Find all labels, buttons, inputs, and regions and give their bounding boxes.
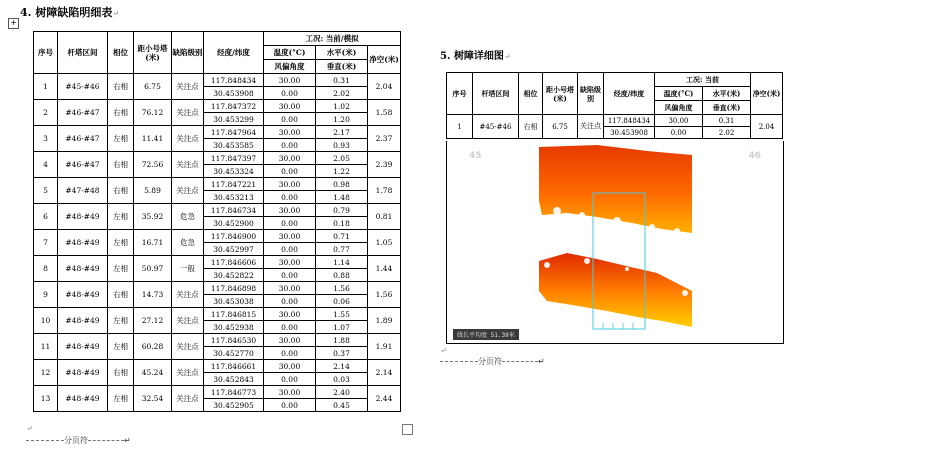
cell-latitude: 30.452900 bbox=[204, 217, 264, 230]
header-level: 缺陷级别 bbox=[578, 73, 604, 115]
cell-phase: 右相 bbox=[108, 100, 134, 126]
cell-temp: 30.00 bbox=[264, 282, 316, 295]
cell-seq: 7 bbox=[34, 230, 58, 256]
cell-longitude: 117.846900 bbox=[204, 230, 264, 243]
cell-phase: 右相 bbox=[108, 152, 134, 178]
corridor-ticks bbox=[603, 323, 633, 329]
cell-clearance: 1.58 bbox=[368, 100, 401, 126]
cell-span: #48-#49 bbox=[58, 256, 108, 282]
header-phase: 相位 bbox=[108, 32, 134, 74]
detail-wind: 0.00 bbox=[655, 127, 703, 139]
table-row bbox=[34, 308, 401, 321]
header-distance: 距小号塔(米) bbox=[543, 73, 578, 115]
cell-temp: 30.00 bbox=[264, 386, 316, 399]
cell-horizontal: 0.31 bbox=[316, 74, 368, 87]
cell-seq: 2 bbox=[34, 100, 58, 126]
cell-distance: 32.54 bbox=[134, 386, 172, 412]
cell-level: 关注点 bbox=[172, 152, 204, 178]
cell-longitude: 117.847397 bbox=[204, 152, 264, 165]
detail-latitude: 30.453908 bbox=[604, 127, 655, 139]
cell-seq: 1 bbox=[34, 74, 58, 100]
cell-level: 关注点 bbox=[172, 74, 204, 100]
cell-latitude: 30.452770 bbox=[204, 347, 264, 360]
cell-horizontal: 1.56 bbox=[316, 282, 368, 295]
tree-hazard-pointcloud-image bbox=[446, 141, 784, 344]
header-seq: 序号 bbox=[34, 32, 58, 74]
cell-latitude: 30.452905 bbox=[204, 399, 264, 412]
cell-distance: 72.56 bbox=[134, 152, 172, 178]
cell-horizontal: 0.79 bbox=[316, 204, 368, 217]
header-vertical: 垂直(米) bbox=[316, 60, 368, 74]
table-row bbox=[34, 386, 401, 399]
header-clearance: 净空(米) bbox=[751, 73, 783, 115]
defect-table-body bbox=[34, 74, 401, 412]
cell-span: #47-#48 bbox=[58, 178, 108, 204]
cell-vertical: 0.06 bbox=[316, 295, 368, 308]
detail-level: 关注点 bbox=[578, 115, 604, 139]
cell-level: 关注点 bbox=[172, 100, 204, 126]
cell-vertical: 0.37 bbox=[316, 347, 368, 360]
table-row bbox=[34, 100, 401, 113]
table-row bbox=[34, 282, 401, 295]
header-level: 缺陷级别 bbox=[172, 32, 204, 74]
cell-span: #48-#49 bbox=[58, 334, 108, 360]
cell-phase: 左相 bbox=[108, 126, 134, 152]
header-distance: 距小号塔(米) bbox=[134, 32, 172, 74]
cell-distance: 60.28 bbox=[134, 334, 172, 360]
cell-vertical: 0.93 bbox=[316, 139, 368, 152]
header-lonlat: 经度/纬度 bbox=[604, 73, 655, 115]
cell-clearance: 1.91 bbox=[368, 334, 401, 360]
header-span: 杆塔区间 bbox=[58, 32, 108, 74]
paragraph-mark-icon: ↵ bbox=[26, 424, 33, 433]
cell-seq: 8 bbox=[34, 256, 58, 282]
cell-latitude: 30.453299 bbox=[204, 113, 264, 126]
detail-span: #45-#46 bbox=[473, 115, 519, 139]
detail-longitude: 117.848434 bbox=[604, 115, 655, 127]
cell-longitude: 117.846773 bbox=[204, 386, 264, 399]
section-5-title: 树障详细图 bbox=[453, 51, 504, 62]
cell-span: #48-#49 bbox=[58, 204, 108, 230]
cell-vertical: 1.48 bbox=[316, 191, 368, 204]
cell-longitude: 117.847372 bbox=[204, 100, 264, 113]
section-4-title: 树障缺陷明细表 bbox=[35, 6, 113, 19]
table-row bbox=[34, 230, 401, 243]
header-lonlat: 经度/纬度 bbox=[204, 32, 264, 74]
cell-clearance: 1.78 bbox=[368, 178, 401, 204]
cell-phase: 右相 bbox=[108, 360, 134, 386]
cell-seq: 5 bbox=[34, 178, 58, 204]
cell-latitude: 30.452822 bbox=[204, 269, 264, 282]
cell-distance: 76.12 bbox=[134, 100, 172, 126]
cell-distance: 35.92 bbox=[134, 204, 172, 230]
cell-wind: 0.00 bbox=[264, 217, 316, 230]
cell-distance: 14.73 bbox=[134, 282, 172, 308]
detail-clearance: 2.04 bbox=[751, 115, 783, 139]
cell-wind: 0.00 bbox=[264, 373, 316, 386]
cell-wind: 0.00 bbox=[264, 295, 316, 308]
cell-phase: 左相 bbox=[108, 256, 134, 282]
cell-span: #46-#47 bbox=[58, 100, 108, 126]
defect-detail-figure-table bbox=[446, 72, 783, 139]
cell-wind: 0.00 bbox=[264, 139, 316, 152]
table-row bbox=[34, 360, 401, 373]
cell-phase: 左相 bbox=[108, 204, 134, 230]
cell-level: 危急 bbox=[172, 204, 204, 230]
header-wind: 风偏角度 bbox=[264, 60, 316, 74]
cell-span: #48-#49 bbox=[58, 360, 108, 386]
cell-wind: 0.00 bbox=[264, 87, 316, 100]
cell-wind: 0.00 bbox=[264, 243, 316, 256]
table-row bbox=[34, 74, 401, 87]
cell-vertical: 0.18 bbox=[316, 217, 368, 230]
paragraph-mark-icon: ↵ bbox=[112, 9, 120, 18]
cell-phase: 左相 bbox=[108, 308, 134, 334]
cell-vertical: 1.20 bbox=[316, 113, 368, 126]
cell-clearance: 1.56 bbox=[368, 282, 401, 308]
cell-level: 关注点 bbox=[172, 126, 204, 152]
cell-temp: 30.00 bbox=[264, 230, 316, 243]
cell-temp: 30.00 bbox=[264, 334, 316, 347]
cell-level: 关注点 bbox=[172, 178, 204, 204]
table-row bbox=[34, 178, 401, 191]
cell-temp: 30.00 bbox=[264, 152, 316, 165]
cell-level: 关注点 bbox=[172, 334, 204, 360]
cell-seq: 10 bbox=[34, 308, 58, 334]
vegetation-bottom-band bbox=[539, 253, 692, 327]
cell-phase: 右相 bbox=[108, 178, 134, 204]
header-horizontal: 水平(米) bbox=[316, 46, 368, 60]
cell-horizontal: 1.14 bbox=[316, 256, 368, 269]
header-horizontal: 水平(米) bbox=[703, 87, 751, 101]
cell-span: #48-#49 bbox=[58, 230, 108, 256]
cell-span: #46-#47 bbox=[58, 126, 108, 152]
cell-distance: 16.71 bbox=[134, 230, 172, 256]
cell-wind: 0.00 bbox=[264, 191, 316, 204]
cell-clearance: 1.89 bbox=[368, 308, 401, 334]
cell-horizontal: 1.55 bbox=[316, 308, 368, 321]
cell-clearance: 1.44 bbox=[368, 256, 401, 282]
cell-horizontal: 1.02 bbox=[316, 100, 368, 113]
header-wind: 风偏角度 bbox=[655, 101, 703, 115]
cell-latitude: 30.453585 bbox=[204, 139, 264, 152]
cell-temp: 30.00 bbox=[264, 126, 316, 139]
section-5-heading bbox=[440, 47, 511, 62]
cell-wind: 0.00 bbox=[264, 321, 316, 334]
cell-longitude: 117.846734 bbox=[204, 204, 264, 217]
cell-level: 关注点 bbox=[172, 360, 204, 386]
table-row bbox=[34, 204, 401, 217]
detail-seq: 1 bbox=[447, 115, 473, 139]
cell-wind: 0.00 bbox=[264, 347, 316, 360]
cell-distance: 11.41 bbox=[134, 126, 172, 152]
cell-latitude: 30.453038 bbox=[204, 295, 264, 308]
defect-detail-table bbox=[33, 31, 401, 412]
cell-temp: 30.00 bbox=[264, 360, 316, 373]
table-row bbox=[34, 334, 401, 347]
header-conditions: 工况: 当前/模拟 bbox=[264, 32, 401, 46]
cell-clearance: 2.14 bbox=[368, 360, 401, 386]
cell-vertical: 0.03 bbox=[316, 373, 368, 386]
paragraph-mark-icon: ↵ bbox=[503, 52, 511, 61]
cell-seq: 12 bbox=[34, 360, 58, 386]
header-seq: 序号 bbox=[447, 73, 473, 115]
cell-clearance: 2.39 bbox=[368, 152, 401, 178]
cell-phase: 左相 bbox=[108, 334, 134, 360]
cell-span: #48-#49 bbox=[58, 308, 108, 334]
cell-phase: 右相 bbox=[108, 282, 134, 308]
cell-distance: 27.12 bbox=[134, 308, 172, 334]
cell-distance: 50.97 bbox=[134, 256, 172, 282]
cell-seq: 11 bbox=[34, 334, 58, 360]
cell-level: 关注点 bbox=[172, 282, 204, 308]
tower-left-label: 45 bbox=[469, 151, 482, 161]
cell-latitude: 30.452997 bbox=[204, 243, 264, 256]
cell-temp: 30.00 bbox=[264, 74, 316, 87]
cell-latitude: 30.453213 bbox=[204, 191, 264, 204]
cell-horizontal: 2.40 bbox=[316, 386, 368, 399]
detail-horizontal: 0.31 bbox=[703, 115, 751, 127]
cell-level: 一般 bbox=[172, 256, 204, 282]
cell-wind: 0.00 bbox=[264, 399, 316, 412]
cell-seq: 3 bbox=[34, 126, 58, 152]
cell-seq: 13 bbox=[34, 386, 58, 412]
cell-seq: 6 bbox=[34, 204, 58, 230]
cell-temp: 30.00 bbox=[264, 100, 316, 113]
cell-distance: 45.24 bbox=[134, 360, 172, 386]
cell-clearance: 1.05 bbox=[368, 230, 401, 256]
cell-longitude: 117.848434 bbox=[204, 74, 264, 87]
table-row bbox=[34, 152, 401, 165]
cell-wind: 0.00 bbox=[264, 165, 316, 178]
cell-vertical: 1.22 bbox=[316, 165, 368, 178]
cell-level: 关注点 bbox=[172, 308, 204, 334]
cell-clearance: 0.81 bbox=[368, 204, 401, 230]
page-break-label: 分页符 bbox=[64, 436, 88, 445]
header-clearance: 净空(米) bbox=[368, 46, 401, 74]
cell-horizontal: 0.98 bbox=[316, 178, 368, 191]
table-row bbox=[34, 256, 401, 269]
cell-clearance: 2.44 bbox=[368, 386, 401, 412]
cell-horizontal: 2.05 bbox=[316, 152, 368, 165]
cell-longitude: 117.846661 bbox=[204, 360, 264, 373]
cell-clearance: 2.37 bbox=[368, 126, 401, 152]
cell-vertical: 1.07 bbox=[316, 321, 368, 334]
cell-level: 危急 bbox=[172, 230, 204, 256]
cell-level: 关注点 bbox=[172, 386, 204, 412]
cell-longitude: 117.846530 bbox=[204, 334, 264, 347]
page-break-label: 分页符 bbox=[478, 357, 502, 366]
cell-wind: 0.00 bbox=[264, 113, 316, 126]
scale-bar-label: 线长平均度 51.39米 bbox=[453, 329, 519, 340]
cell-vertical: 2.02 bbox=[316, 87, 368, 100]
section-4-number: 4. bbox=[20, 6, 32, 19]
cell-wind: 0.00 bbox=[264, 269, 316, 282]
section-4-heading bbox=[20, 4, 119, 20]
table-row bbox=[34, 126, 401, 139]
paragraph-mark-icon: ↵ bbox=[440, 346, 447, 355]
cell-phase: 右相 bbox=[108, 74, 134, 100]
table-move-handle-icon[interactable]: + bbox=[8, 18, 19, 29]
cell-latitude: 30.453324 bbox=[204, 165, 264, 178]
cell-temp: 30.00 bbox=[264, 308, 316, 321]
cell-temp: 30.00 bbox=[264, 256, 316, 269]
detail-vertical: 2.02 bbox=[703, 127, 751, 139]
cell-longitude: 117.846606 bbox=[204, 256, 264, 269]
detail-phase: 右相 bbox=[519, 115, 543, 139]
tower-right-label: 46 bbox=[748, 151, 761, 161]
cell-distance: 6.75 bbox=[134, 74, 172, 100]
cell-span: #45-#46 bbox=[58, 74, 108, 100]
cell-longitude: 117.846898 bbox=[204, 282, 264, 295]
pointcloud-render bbox=[447, 141, 783, 343]
cell-horizontal: 2.17 bbox=[316, 126, 368, 139]
cell-vertical: 0.45 bbox=[316, 399, 368, 412]
cell-seq: 4 bbox=[34, 152, 58, 178]
detail-temp: 30.00 bbox=[655, 115, 703, 127]
cell-longitude: 117.846815 bbox=[204, 308, 264, 321]
cell-latitude: 30.452843 bbox=[204, 373, 264, 386]
cell-seq: 9 bbox=[34, 282, 58, 308]
page-break: 分页符 ↵ bbox=[26, 435, 131, 446]
header-vertical: 垂直(米) bbox=[703, 101, 751, 115]
cell-horizontal: 2.14 bbox=[316, 360, 368, 373]
cell-horizontal: 0.71 bbox=[316, 230, 368, 243]
header-span: 杆塔区间 bbox=[473, 73, 519, 115]
cell-phase: 左相 bbox=[108, 386, 134, 412]
cell-phase: 左相 bbox=[108, 230, 134, 256]
detail-distance: 6.75 bbox=[543, 115, 578, 139]
cell-latitude: 30.453908 bbox=[204, 87, 264, 100]
section-5-number: 5. bbox=[440, 51, 451, 62]
cell-distance: 5.89 bbox=[134, 178, 172, 204]
cell-span: #48-#49 bbox=[58, 282, 108, 308]
header-phase: 相位 bbox=[519, 73, 543, 115]
cell-longitude: 117.847964 bbox=[204, 126, 264, 139]
cell-span: #46-#47 bbox=[58, 152, 108, 178]
cell-temp: 30.00 bbox=[264, 204, 316, 217]
cell-longitude: 117.847221 bbox=[204, 178, 264, 191]
header-temp: 温度(°C) bbox=[655, 87, 703, 101]
cell-vertical: 0.88 bbox=[316, 269, 368, 282]
cell-vertical: 0.77 bbox=[316, 243, 368, 256]
cell-latitude: 30.452938 bbox=[204, 321, 264, 334]
page-break: 分页符 ↵ bbox=[440, 356, 545, 367]
cell-clearance: 2.04 bbox=[368, 74, 401, 100]
cell-horizontal: 1.88 bbox=[316, 334, 368, 347]
cell-temp: 30.00 bbox=[264, 178, 316, 191]
table-resize-handle-icon[interactable] bbox=[402, 424, 413, 435]
header-temp: 温度(°C) bbox=[264, 46, 316, 60]
cell-span: #48-#49 bbox=[58, 386, 108, 412]
header-conditions: 工况: 当前 bbox=[655, 73, 751, 87]
